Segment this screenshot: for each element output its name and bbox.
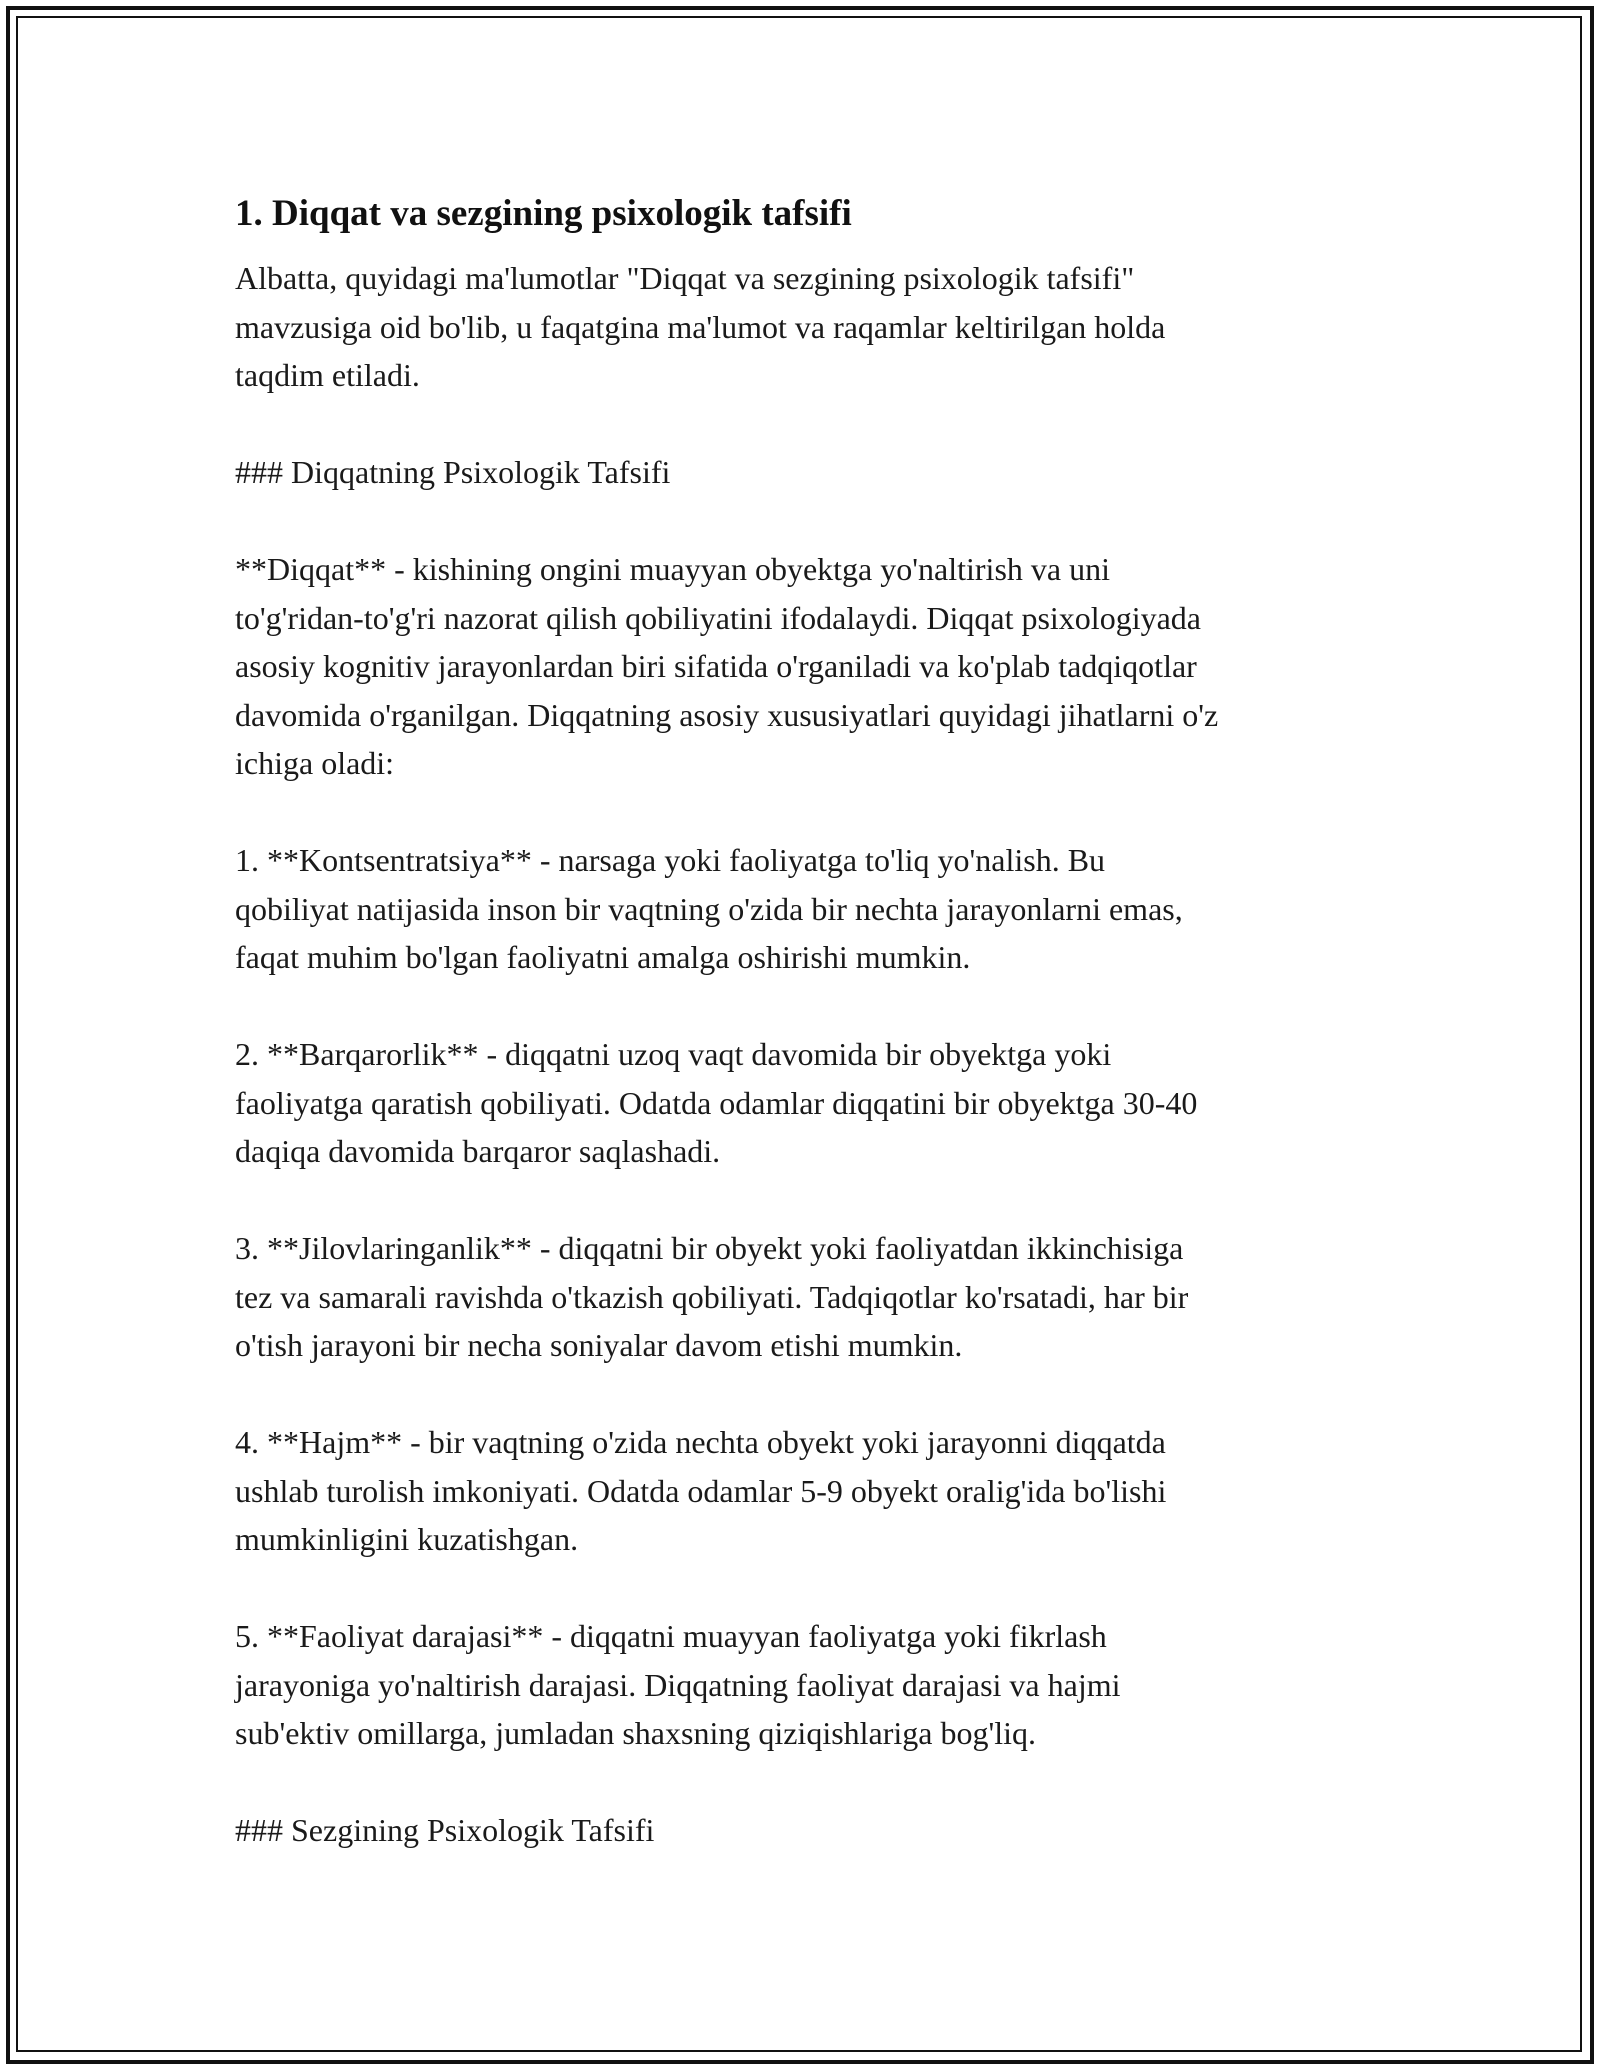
paragraph [235, 254, 1375, 400]
text-line: jarayoniga yo'naltirish darajasi. Diqqatning faoliyat darajasi va hajmi [235, 1666, 1121, 1703]
text-line: Albatta, quyidagi ma'lumotlar "Diqqat va sezgining psixologik tafsifi" [235, 260, 1135, 296]
text-line: mavzusiga oid bo'lib, u faqatgina ma'lumot va raqamlar keltirilgan holda [235, 308, 1166, 345]
text-line: faqat muhim bo'lgan faoliyatni amalga oshirishi mumkin. [235, 939, 971, 975]
text-line: ushlab turolish imkoniyati. Odatda odamlar 5-9 obyekt oralig'ida bo'lishi [235, 1472, 1167, 1509]
paragraph-list [235, 254, 1375, 1855]
text-line: o'tish jarayoni bir necha soniyalar davom etishi mumkin. [235, 1327, 963, 1363]
text-line: 5. **Faoliyat darajasi** - diqqatni muayyan faoliyatga yoki fikrlash [235, 1618, 1107, 1654]
text-line: 4. **Hajm** - bir vaqtning o'zida nechta obyekt yoki jarayonni diqqatda [235, 1424, 1166, 1460]
paragraph [235, 836, 1375, 982]
text-line: faoliyatga qaratish qobiliyati. Odatda odamlar diqqatini bir obyektga 30-40 [235, 1084, 1198, 1121]
paragraph [235, 1806, 1375, 1855]
text-line: taqdim etiladi. [235, 357, 420, 393]
text-line: tez va samarali ravishda o'tkazish qobiliyati. Tadqiqotlar ko'rsatadi, har bir [235, 1278, 1189, 1315]
text-line: davomida o'rganilgan. Diqqatning asosiy xususiyatlari quyidagi jihatlarni o'z [235, 696, 1219, 733]
paragraph [235, 1224, 1375, 1370]
text-line: sub'ektiv omillarga, jumladan shaxsning qiziqishlariga bog'liq. [235, 1715, 1037, 1751]
paragraph [235, 545, 1375, 788]
paragraph [235, 1612, 1375, 1758]
document-title: 1. Diqqat va sezgining psixologik tafsifi [235, 193, 852, 234]
document-body [235, 186, 1375, 1903]
paragraph [235, 448, 1375, 497]
text-line: ichiga oladi: [235, 745, 395, 781]
text-line: daqiqa davomida barqaror saqlashadi. [235, 1133, 721, 1169]
text-line: mumkinligini kuzatishgan. [235, 1521, 579, 1557]
text-line: 1. **Kontsentratsiya** - narsaga yoki faoliyatga to'liq yo'nalish. Bu [235, 842, 1106, 878]
text-line: 2. **Barqarorlik** - diqqatni uzoq vaqt davomida bir obyektga yoki [235, 1036, 1112, 1072]
text-line: to'g'ridan-to'g'ri nazorat qilish qobiliyatini ifodalaydi. Diqqat psixologiyada [235, 599, 1201, 636]
text-line: ### Sezgining Psixologik Tafsifi [235, 1812, 655, 1848]
paragraph [235, 1418, 1375, 1564]
text-line: 3. **Jilovlaringanlik** - diqqatni bir obyekt yoki faoliyatdan ikkinchisiga [235, 1230, 1184, 1266]
text-line: **Diqqat** - kishining ongini muayyan obyektga yo'naltirish va uni [235, 551, 1110, 587]
text-line: qobiliyat natijasida inson bir vaqtning o'zida bir nechta jarayonlarni emas, [235, 890, 1183, 927]
text-line: ### Diqqatning Psixologik Tafsifi [235, 454, 671, 490]
text-line: asosiy kognitiv jarayonlardan biri sifatida o'rganiladi va ko'plab tadqiqotlar [235, 648, 1197, 684]
paragraph [235, 1030, 1375, 1176]
